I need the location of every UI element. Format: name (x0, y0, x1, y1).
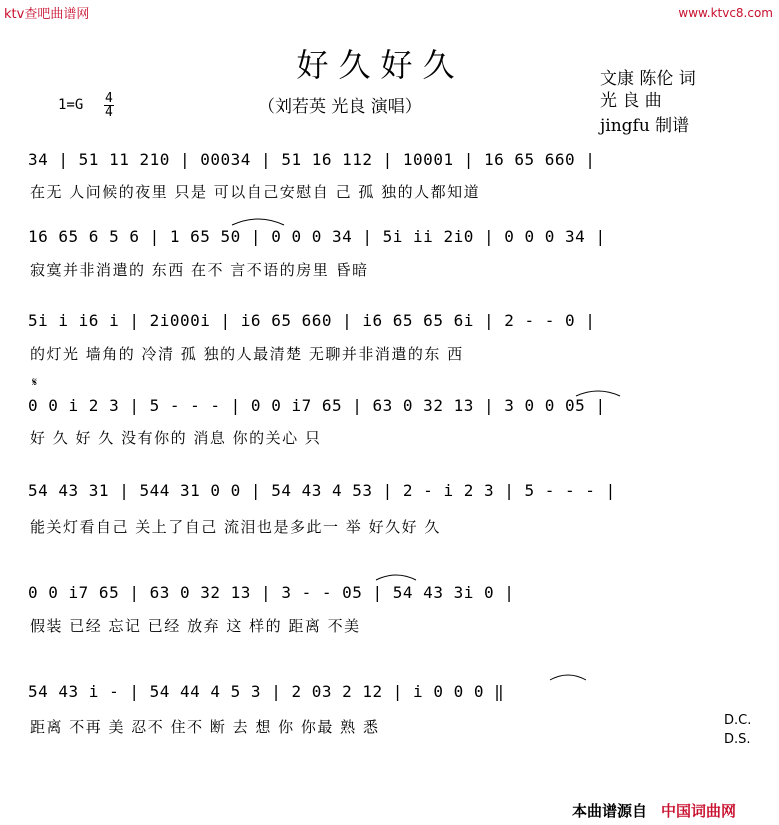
lyric-row-4: 好 久 好 久 没有你的 消息 你的关心 只 (30, 429, 322, 447)
lyric-row-6: 假装 已经 忘记 已经 放弃 这 样的 距离 不美 (30, 617, 361, 635)
notation-row-5: 54 43 31 | 544 31 0 0 | 54 43 4 53 | 2 - i 2 3 | 5 - - - | (28, 481, 616, 500)
site-watermark-left: ktv查吧曲谱网 (4, 7, 90, 22)
lyricist-credit: 文康 陈伦 词 (600, 69, 696, 89)
notation-row-4: 0 0 i 2 3 | 5 - - - | 0 0 i7 65 | 63 0 32 13 | 3 0 0 05 | (28, 396, 606, 415)
lyric-row-1: 在无 人问候的夜里 只是 可以自己安慰自 己 孤 独的人都知道 (30, 183, 481, 201)
singers-line: （刘若英 光良 演唱） (258, 97, 422, 117)
time-signature: 4 4 (105, 91, 113, 120)
lyric-row-5: 能关灯看自己 关上了自己 流泪也是多此一 举 好久好 久 (30, 518, 441, 536)
dc-mark: D.C. (724, 713, 752, 728)
source-footer: 本曲谱源自 中国词曲网 (572, 802, 737, 820)
ds-mark: D.S. (724, 732, 751, 747)
song-title: 好久好久 (296, 46, 465, 84)
composer-credit: 光 良 曲 (600, 91, 662, 111)
segno-sign: 𝄋 (32, 375, 38, 389)
lyric-row-2: 寂寞并非消遣的 东西 在不 言不语的房里 昏暗 (30, 261, 369, 279)
footer-brand: 中国词曲网 (661, 802, 737, 820)
notation-row-2: 16 65 6 5 6 | 1 65 50 | 0 0 0 34 | 5i ii 2i0 | 0 0 0 34 | (28, 227, 606, 246)
notation-row-6: 0 0 i7 65 | 63 0 32 13 | 3 - - 05 | 54 43 3i 0 | (28, 583, 515, 602)
site-watermark-right: www.ktvc8.com (678, 6, 773, 20)
notation-row-1: 34 | 51 11 210 | 00034 | 51 16 112 | 10001 | 16 65 660 | (28, 150, 596, 169)
lyric-row-3: 的灯光 墙角的 冷清 孤 独的人最清楚 无聊并非消遣的东 西 (30, 345, 464, 363)
notation-row-3: 5i i i6 i | 2i000i | i6 65 660 | i6 65 65 6i | 2 - - 0 | (28, 311, 596, 330)
lyric-row-7: 距离 不再 美 忍不 住不 断 去 想 你 你最 熟 悉 (30, 718, 380, 736)
notation-row-7: 54 43 i - | 54 44 4 5 3 | 2 03 2 12 | i 0 0 0 ‖ (28, 682, 505, 701)
transcriber-credit: jingfu 制谱 (600, 116, 690, 136)
key-signature: 1=G (58, 97, 84, 113)
